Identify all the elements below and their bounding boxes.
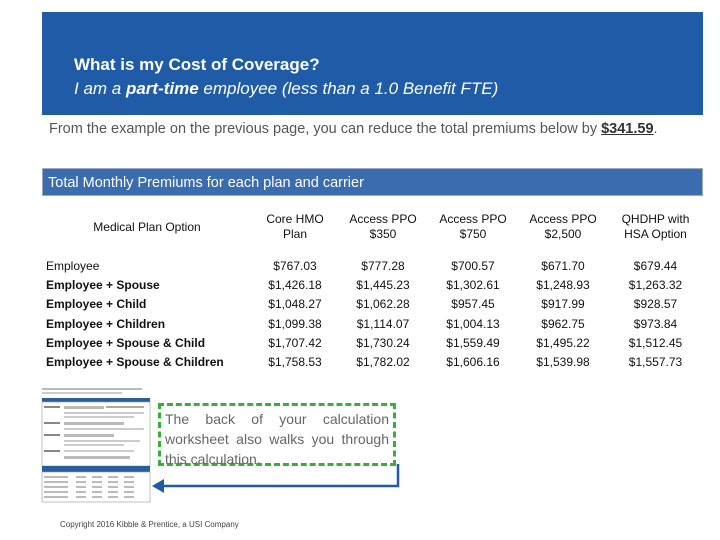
row-label: Employee + Spouse — [46, 277, 160, 292]
cell-value: $1,559.49 — [446, 335, 500, 350]
col-header-ppo-750: Access PPO $750 — [439, 212, 507, 241]
col-header-qhdhp: QHDHP with HSA Option — [621, 212, 690, 241]
table-header-row — [42, 198, 703, 256]
cell-value: $1,048.27 — [268, 297, 322, 312]
cell-value: $1,004.13 — [446, 316, 500, 331]
table-caption-band — [42, 168, 703, 196]
col-header-core-hmo: Core HMO Plan — [266, 212, 324, 241]
arrow-icon — [150, 464, 406, 496]
cell-value: $1,426.18 — [268, 277, 322, 292]
cell-value: $671.70 — [541, 258, 585, 273]
page-title: What is my Cost of Coverage? — [74, 55, 320, 74]
col-header-ppo-350: Access PPO $350 — [349, 212, 417, 241]
col-header-plan-option: Medical Plan Option — [93, 219, 201, 234]
premiums-table — [42, 198, 703, 372]
row-label: Employee + Children — [46, 316, 166, 331]
cell-value: $1,758.53 — [268, 355, 322, 370]
callout-box: The back of your calculation worksheet also walks you through this calculation. — [158, 403, 396, 466]
cell-value: $957.45 — [451, 297, 495, 312]
copyright-text: Copyright 2016 Kibble & Prentice, a USI Company — [60, 520, 239, 529]
savings-amount: $341.59 — [601, 121, 654, 137]
cell-value: $928.57 — [633, 297, 678, 312]
cell-value: $1,099.38 — [268, 316, 322, 331]
table-row — [42, 352, 703, 371]
cell-value: $1,512.45 — [628, 335, 683, 350]
cell-value: $1,557.73 — [628, 355, 683, 370]
cell-value: $1,302.61 — [446, 277, 500, 292]
cell-value: $1,606.16 — [446, 355, 500, 370]
cell-value: $1,495.22 — [536, 335, 590, 350]
cell-value: $679.44 — [633, 258, 678, 273]
row-label: Employee + Spouse & Child — [46, 335, 206, 350]
cell-value: $1,062.28 — [356, 297, 410, 312]
table-row — [42, 333, 703, 352]
row-label: Employee — [46, 258, 100, 273]
table-row — [42, 314, 703, 333]
cell-value: $1,114.07 — [356, 316, 410, 331]
col-header-ppo-2500: Access PPO $2,500 — [529, 212, 597, 241]
table-row — [42, 256, 703, 275]
row-label: Employee + Child — [46, 297, 147, 312]
cell-value: $1,248.93 — [536, 277, 590, 292]
page-subtitle: I am a part-time employee (less than a 1.0 Benefit FTE) — [74, 79, 499, 98]
table-caption: Total Monthly Premiums for each plan and carrier — [48, 175, 364, 191]
cell-value: $1,263.32 — [628, 277, 683, 292]
worksheet-thumbnail-image — [36, 384, 152, 504]
cell-value: $700.57 — [451, 258, 495, 273]
cell-value: $777.28 — [361, 258, 405, 273]
table-row — [42, 295, 703, 314]
cell-value: $1,445.23 — [356, 277, 410, 292]
cell-value: $1,730.24 — [356, 335, 410, 350]
cell-value: $1,782.02 — [356, 355, 410, 370]
cell-value: $1,707.42 — [268, 335, 322, 350]
cell-value: $917.99 — [541, 297, 585, 312]
cell-value: $767.03 — [273, 258, 317, 273]
cell-value: $1,539.98 — [536, 355, 590, 370]
part-time-emphasis: part-time — [125, 79, 199, 98]
cell-value: $962.75 — [541, 316, 585, 331]
row-label: Employee + Spouse & Children — [46, 355, 224, 370]
table-row — [42, 275, 703, 294]
intro-text: From the example on the previous page, you can reduce the total premiums below by $341.59. — [49, 121, 658, 137]
cell-value: $973.84 — [633, 316, 678, 331]
